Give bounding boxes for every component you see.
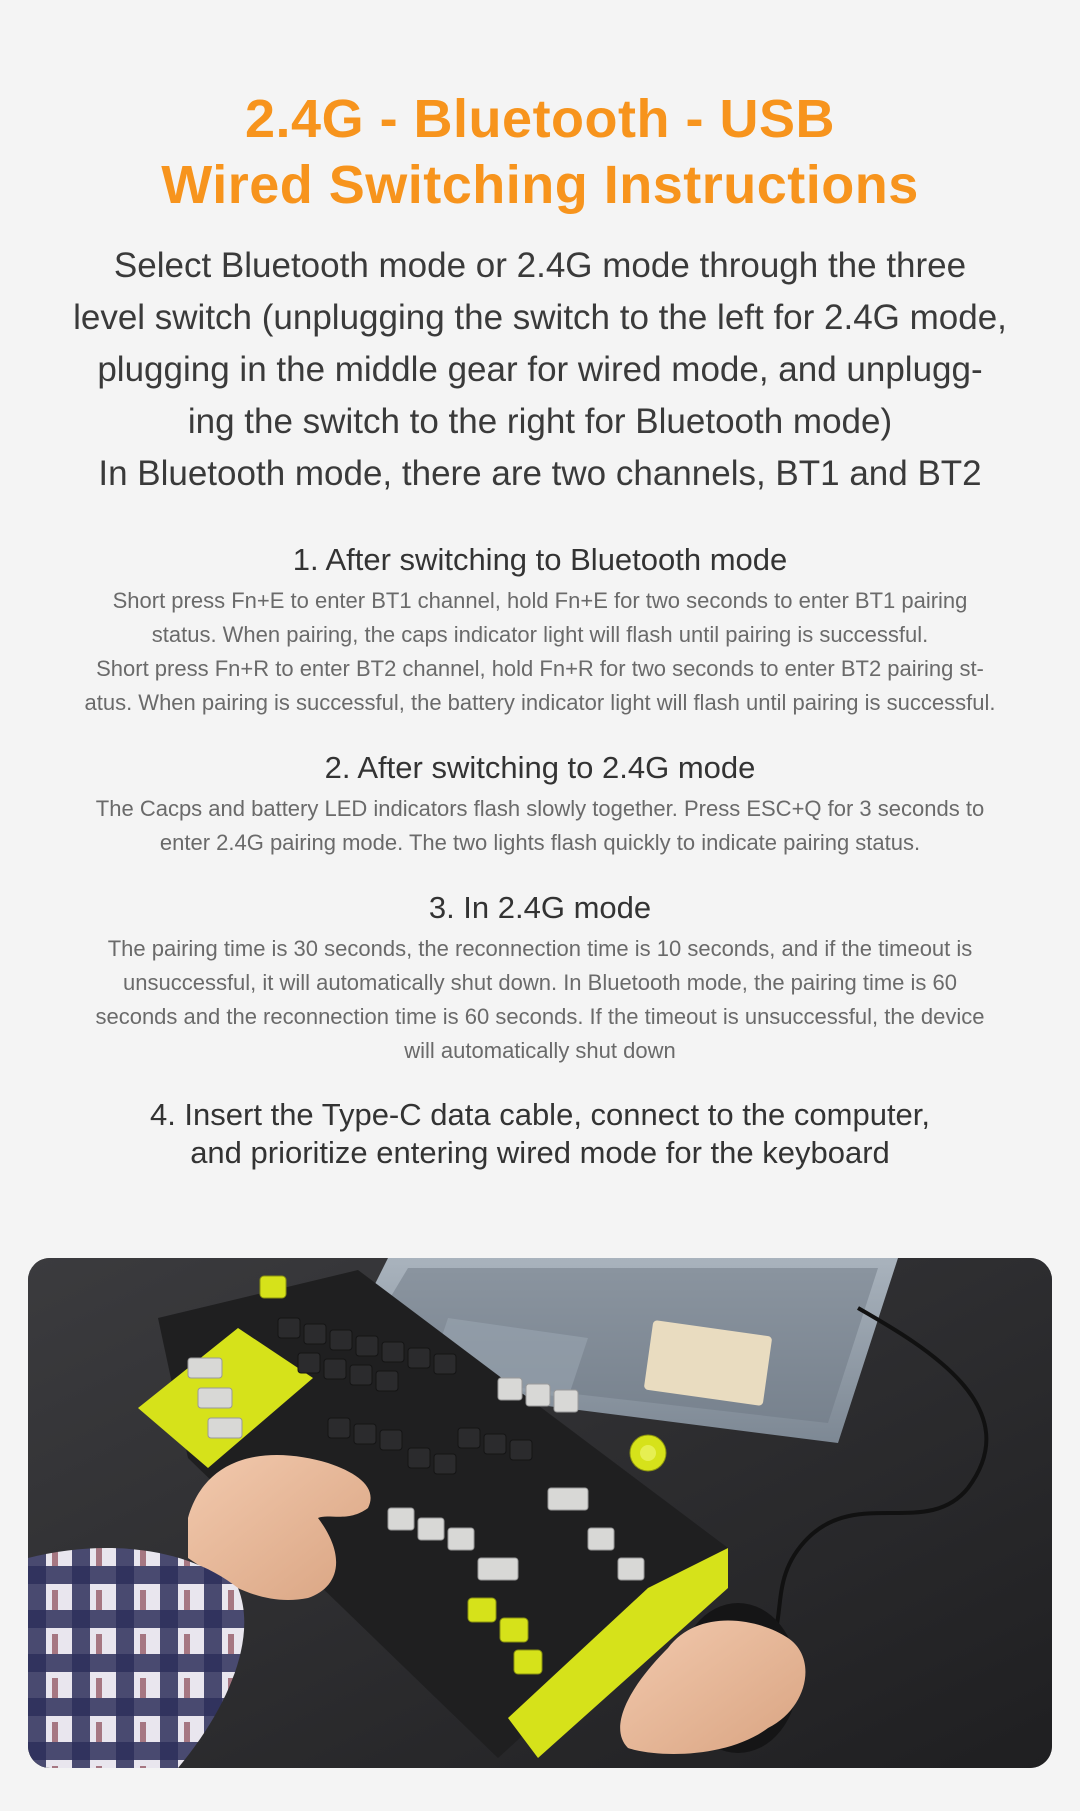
title-line-2: Wired Switching Instructions (161, 155, 919, 215)
section-heading-line: 4. Insert the Type-C data cable, connect to the computer, (149, 1097, 931, 1132)
section-heading: 3. In 2.4G mode (428, 890, 652, 925)
intro-paragraph (40, 240, 1040, 500)
intro-line: In Bluetooth mode, there are two channels, BT1 and BT2 (98, 454, 982, 493)
body-line: The Cacps and battery LED indicators flash slowly together. Press ESC+Q for 3 seconds to (95, 796, 985, 821)
product-photo (28, 1258, 1052, 1768)
section-heading-line: and prioritize entering wired mode for the keyboard (190, 1135, 890, 1170)
intro-line: plugging in the middle gear for wired mode, and unplugg- (97, 350, 983, 389)
body-line: unsuccessful, it will automatically shut down. In Bluetooth mode, the pairing time is 60 (123, 970, 957, 995)
body-line: The pairing time is 30 seconds, the reconnection time is 10 seconds, and if the timeout is (107, 936, 973, 961)
intro-line: level switch (unplugging the switch to the left for 2.4G mode, (73, 298, 1007, 337)
body-line: Short press Fn+E to enter BT1 channel, hold Fn+E for two seconds to enter BT1 pairing (112, 588, 968, 613)
keyboard-laptop-photo (28, 1258, 1052, 1768)
section-in-24g-mode (40, 888, 1040, 1068)
section-heading: 1. After switching to Bluetooth mode (292, 542, 788, 577)
title-line-1: 2.4G - Bluetooth - USB (245, 89, 835, 149)
page-title (0, 86, 1080, 218)
intro-line: Select Bluetooth mode or 2.4G mode through the three (113, 246, 967, 285)
section-body (40, 584, 1040, 720)
body-line: Short press Fn+R to enter BT2 channel, hold Fn+R for two seconds to enter BT2 pairing st- (96, 656, 984, 681)
body-line: will automatically shut down (404, 1038, 676, 1063)
section-bluetooth-mode (40, 540, 1040, 720)
body-line: seconds and the reconnection time is 60 seconds. If the timeout is unsuccessful, the device (95, 1004, 985, 1029)
section-heading: 2. After switching to 2.4G mode (324, 750, 756, 785)
intro-line: ing the switch to the right for Bluetooth mode) (187, 402, 893, 441)
body-line: atus. When pairing is successful, the battery indicator light will flash until pairing is successful. (84, 690, 996, 715)
section-body (40, 792, 1040, 860)
body-line: status. When pairing, the caps indicator light will flash until pairing is successful. (151, 622, 929, 647)
section-24g-mode (40, 748, 1040, 860)
section-body (40, 932, 1040, 1068)
body-line: enter 2.4G pairing mode. The two lights flash quickly to indicate pairing status. (159, 830, 921, 855)
section-wired-mode (40, 1096, 1040, 1172)
